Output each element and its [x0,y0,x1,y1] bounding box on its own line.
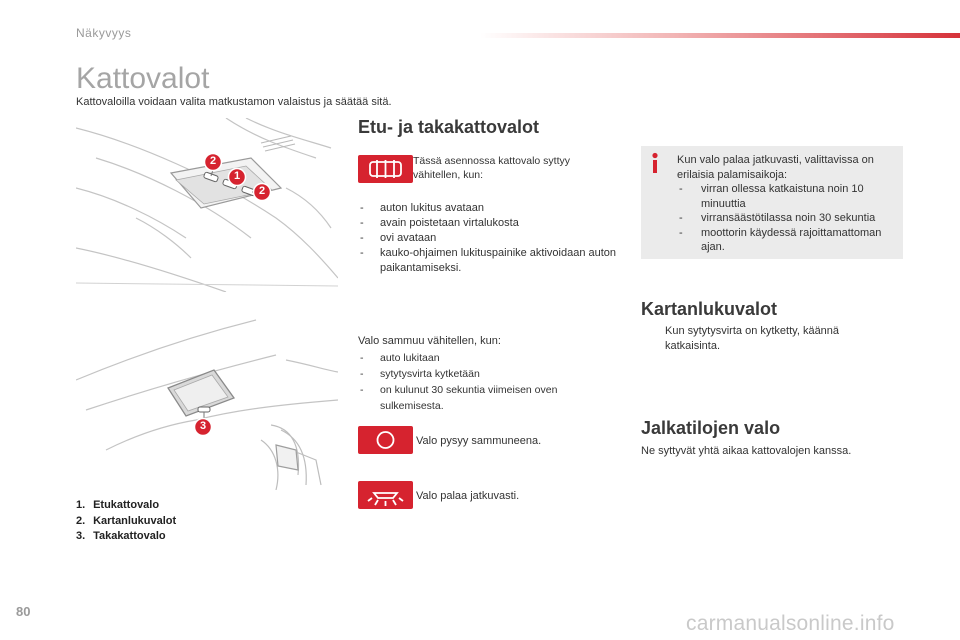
door-mode-light-icon [358,155,413,183]
figure-legend [76,498,176,545]
front-rear-heading: Etu- ja takakattovalot [358,117,540,137]
footwell-text: Ne syttyvät yhtä aikaa kattovalojen kanssa. [641,445,852,457]
callout-2-right-label: 2 [258,185,266,197]
list-item: - sytytysvirta kytketään [358,366,598,382]
list-item: - ovi avataan [358,231,620,246]
legend-item: 2. Kartanlukuvalot [76,514,177,527]
door-mode-text: Tässä asennossa kattovalo syttyy vähitellen, kun: [413,155,570,181]
light-on-text: Valo palaa jatkuvasti. [416,490,520,502]
legend-item: 1. Etukattovalo [76,499,160,511]
light-off-text: Valo pysyy sammuneena. [416,435,542,447]
list-item: - auto lukitaan [358,350,598,366]
door-mode-list [358,201,620,276]
list-item: - moottorin käydessä rajoittamattoman ajan. [677,226,902,255]
page-intro: Kattovaloilla voidaan valita matkustamon valaistus ja säätää sitä. [76,96,392,108]
list-item: - virransäästötilassa noin 30 sekuntia [677,211,902,226]
info-icon [648,152,662,174]
light-off-icon [358,426,413,454]
list-item: - avain poistetaan virtalukosta [358,216,620,231]
gradual-off-list [358,350,598,414]
header-accent-bar [480,33,960,38]
list-item: - auton lukitus avataan [358,201,620,216]
callout-3-label: 3 [199,420,207,432]
callout-2-left-label: 2 [209,155,217,167]
section-label: Näkyvyys [76,26,132,40]
light-on-icon [358,481,413,509]
watermark: carmanualsonline.info [686,612,895,635]
list-item: - virran ollessa katkaistuna noin 10 minuuttia [677,182,902,211]
footwell-heading: Jalkatilojen valo [641,418,781,438]
page-number: 80 [16,604,31,619]
map-lights-heading: Kartanlukuvalot [641,299,778,319]
front-ceiling-light-illustration [76,118,338,292]
list-item: - kauko-ohjaimen lukituspainike aktivoidaan auton paikantamiseksi. [358,246,620,276]
map-lights-text: Kun sytytysvirta on kytketty, käännä katkaisinta. [665,325,840,352]
info-text [677,153,902,255]
info-list [677,182,902,255]
list-item: - on kulunut 30 sekuntia viimeisen oven sulkemisesta. [358,382,598,414]
info-intro: Kun valo palaa jatkuvasti, valittavissa on erilaisia palamisaikoja: [677,154,874,181]
page-title: Kattovalot [76,62,210,95]
legend-item: 3. Takakattovalo [76,530,166,542]
rear-ceiling-light-illustration [76,310,338,490]
callout-1-label: 1 [233,170,241,182]
gradual-off-text: Valo sammuu vähitellen, kun: [358,335,501,347]
